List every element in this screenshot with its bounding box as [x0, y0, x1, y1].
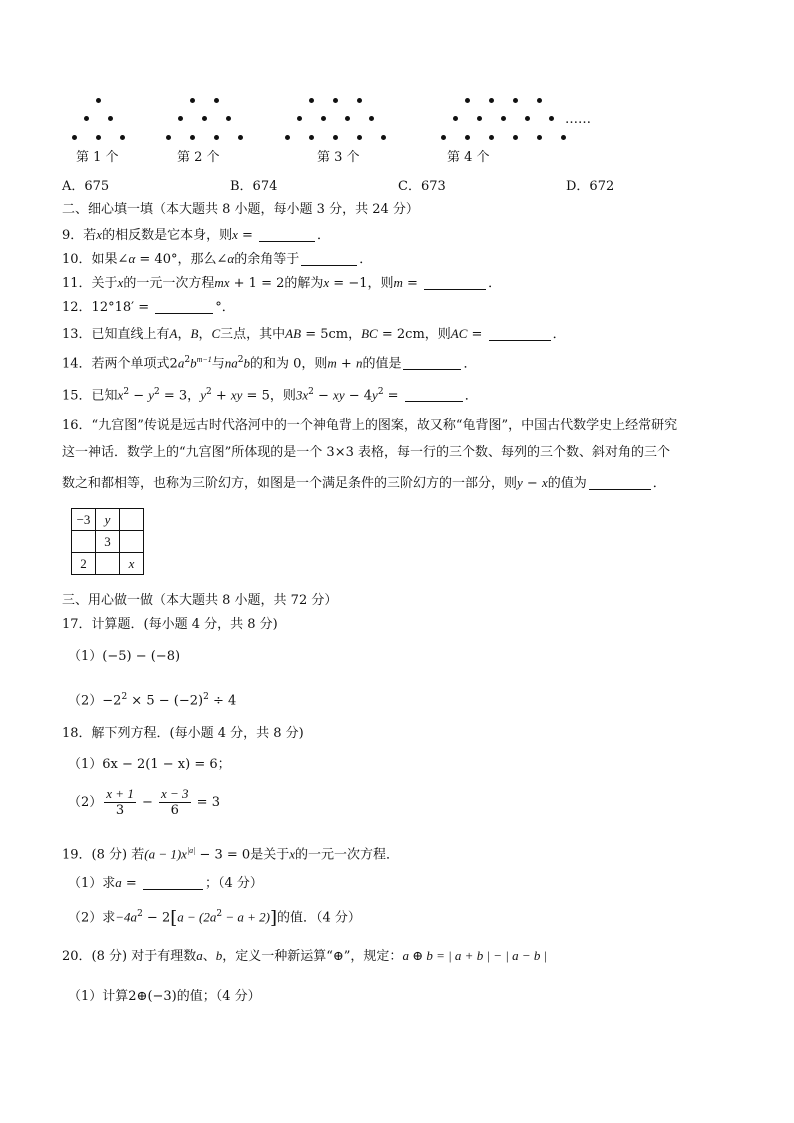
pattern-dot	[357, 135, 362, 140]
grid-cell: 2	[72, 553, 96, 575]
pattern-dot	[309, 135, 314, 140]
answer-blank[interactable]	[424, 275, 486, 290]
pattern-dot	[84, 116, 89, 121]
grid-cell	[120, 531, 144, 553]
question-16-line-1: 16．“九宫图”传说是远古时代洛河中的一个神龟背上的图案，故又称“龟背图”，中国古代数学史上经常研究	[62, 418, 678, 433]
option-a: A．675	[62, 179, 110, 194]
figure-label-1: 第 1 个	[76, 150, 119, 165]
pattern-dot	[96, 135, 101, 140]
option-c: C．673	[398, 179, 446, 194]
pattern-dot	[285, 135, 290, 140]
pattern-dot	[477, 116, 482, 121]
pattern-dot	[333, 135, 338, 140]
pattern-dot	[489, 98, 494, 103]
grid-cell: 3	[96, 531, 120, 553]
section-3-title: 三、用心做一做（本大题共 8 小题，共 72 分）	[62, 593, 338, 608]
question-19-part-2: （2）求$-4a^2 - 2[a - (2a^2 - a + 2)]$的值．（4 分）	[68, 907, 361, 929]
magic-square-grid	[71, 508, 144, 575]
question-20-part-1: （1）计算2⊕(−3)的值；（4 分）	[68, 989, 261, 1004]
pattern-dot	[226, 116, 231, 121]
figure-label-2: 第 2 个	[177, 150, 220, 165]
question-12: 12．12°18′ = °．	[62, 300, 235, 315]
pattern-dot	[214, 135, 219, 140]
answer-blank[interactable]	[155, 299, 213, 314]
pattern-dot	[190, 135, 195, 140]
pattern-dot	[561, 135, 566, 140]
pattern-dot	[120, 135, 125, 140]
pattern-dot	[345, 116, 350, 121]
pattern-dot	[202, 116, 207, 121]
answer-blank[interactable]	[405, 387, 463, 402]
pattern-dot	[333, 98, 338, 103]
answer-blank[interactable]	[259, 227, 315, 242]
pattern-dot	[549, 116, 554, 121]
question-16-line-3: 数之和都相等，也称为三阶幻方，如图是一个满足条件的三阶幻方的一部分，则y − x的值为 ．	[62, 475, 666, 491]
question-18-part-2: （2） $\frac{x + 1}{3}$ − $\frac{x - 3}{6}$ = 3	[68, 786, 220, 818]
option-d: D．672	[566, 179, 615, 194]
grid-cell: −3	[72, 509, 96, 531]
question-18-part-1: （1）6x − 2(1 − x) = 6；	[68, 757, 231, 772]
answer-blank[interactable]	[301, 251, 357, 266]
pattern-dot	[537, 98, 542, 103]
grid-cell	[72, 531, 96, 553]
pattern-dot	[441, 135, 446, 140]
pattern-dot	[309, 98, 314, 103]
pattern-dot	[72, 135, 77, 140]
question-18-title: 18．解下列方程．(每小题 4 分，共 8 分)	[62, 726, 304, 741]
pattern-dot	[214, 98, 219, 103]
question-9: 9．若x的相反数是它本身，则x = ．	[62, 227, 331, 243]
grid-cell: y	[96, 509, 120, 531]
pattern-dot	[513, 135, 518, 140]
pattern-dot	[489, 135, 494, 140]
question-19-part-1: （1）求a = ；（4 分）	[68, 875, 263, 891]
figure-label-3: 第 3 个	[317, 150, 360, 165]
pattern-dot	[501, 116, 506, 121]
question-13: 13．已知直线上有A，B，C三点，其中AB = 5cm，BC = 2cm，则AC = ．	[62, 326, 566, 342]
option-b: B．674	[230, 179, 278, 194]
grid-cell	[96, 553, 120, 575]
answer-blank[interactable]	[143, 875, 203, 890]
figures-ellipsis: ……	[565, 112, 591, 127]
grid-cell	[120, 509, 144, 531]
pattern-dot	[357, 98, 362, 103]
answer-blank[interactable]	[489, 326, 551, 341]
pattern-dot	[465, 135, 470, 140]
pattern-dot	[525, 116, 530, 121]
grid-cell: x	[120, 553, 144, 575]
question-16-line-2: 这一神话．数学上的“九宫图”所体现的是一个 3×3 表格，每一行的三个数、每列的三个数、斜对角的三个	[62, 445, 670, 460]
figure-label-4: 第 4 个	[447, 150, 490, 165]
pattern-dot	[297, 116, 302, 121]
pattern-dot	[108, 116, 113, 121]
question-17-title: 17．计算题．(每小题 4 分，共 8 分)	[62, 617, 278, 632]
question-17-part-2: $(2)-2^2 \times 5 - (-2)^2 \div 4$	[68, 692, 237, 709]
pattern-dot	[513, 98, 518, 103]
question-15: 15．已知$x^2 - y^2 = 3$，$y^2$ + xy = 5，则$3x^2$ − xy − $4y^2$ = ．	[62, 387, 478, 404]
pattern-dot	[96, 98, 101, 103]
pattern-dot	[321, 116, 326, 121]
section-2-title: 二、细心填一填（本大题共 8 小题，每小题 3 分，共 24 分）	[62, 202, 419, 217]
pattern-dot	[381, 135, 386, 140]
answer-blank[interactable]	[403, 355, 461, 370]
pattern-dot	[465, 98, 470, 103]
question-20: 20．(8 分) 对于有理数a、b，定义一种新运算“⊕”，规定：a ⊕ b = | a + b | − | a − b |	[62, 948, 548, 964]
question-11: 11．关于x的一元一次方程mx + 1 = 2的解为x = −1，则m = ．	[62, 275, 502, 291]
answer-blank[interactable]	[589, 475, 651, 490]
pattern-dot	[537, 135, 542, 140]
pattern-dot	[369, 116, 374, 121]
pattern-dot	[178, 116, 183, 121]
pattern-dot	[190, 98, 195, 103]
question-19: 19．(8 分) 若$(a - 1)x^{|a|} - 3 = 0$是关于x的一元一次方程．	[62, 846, 400, 863]
question-14: 14．若两个单项式$2a^2b^{m-1}$与$na^2b$的和为 0，则m + n的值是 ．	[62, 355, 477, 372]
pattern-dot	[238, 135, 243, 140]
question-10: 10．如果∠α = 40°，那么∠α的余角等于 ．	[62, 251, 373, 267]
pattern-dot	[453, 116, 458, 121]
pattern-dot	[166, 135, 171, 140]
question-17-part-1: （1）(−5) − (−8)	[68, 649, 181, 664]
